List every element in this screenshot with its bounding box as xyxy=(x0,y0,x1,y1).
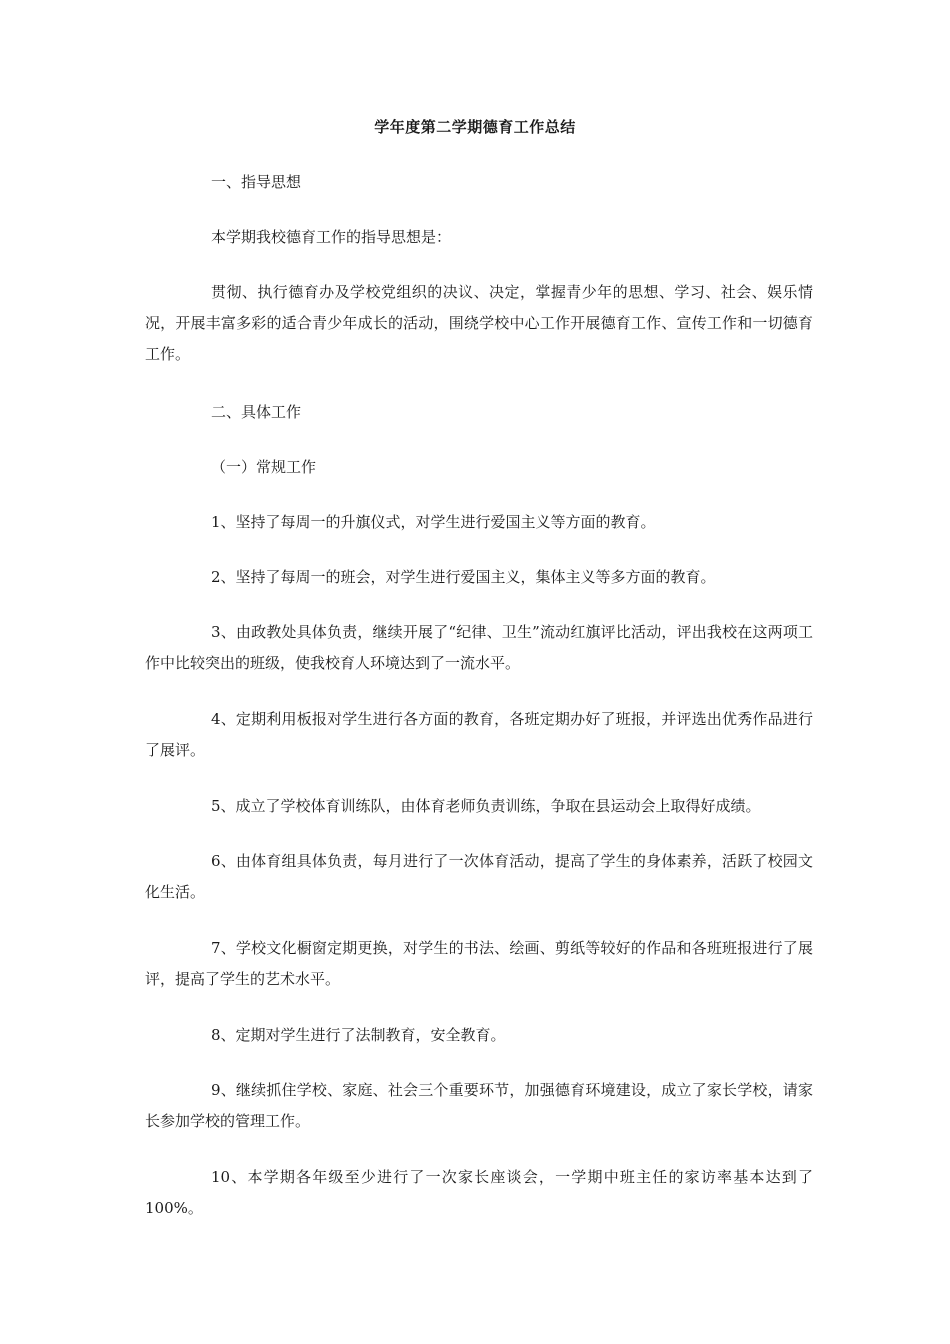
list-item-9: 9、继续抓住学校、家庭、社会三个重要环节，加强德育环境建设，成立了家长学校，请家长参加学校的管理工作。 xyxy=(145,1081,813,1130)
paragraph-guiding-content: 贯彻、执行德育办及学校党组织的决议、决定，掌握青少年的思想、学习、社会、娱乐情况，开展丰富多彩的适合青少年成长的活动，围绕学校中心工作开展德育工作、宣传工作和一切德育工作。 xyxy=(145,283,813,363)
heading-guiding-ideology: 一、指导思想 xyxy=(211,173,302,191)
heading-specific-work: 二、具体工作 xyxy=(211,403,302,421)
list-item-4: 4、定期利用板报对学生进行各方面的教育，各班定期办好了班报，并评选出优秀作品进行了展评。 xyxy=(145,710,813,759)
list-item-5: 5、成立了学校体育训练队，由体育老师负责训练，争取在县运动会上取得好成绩。 xyxy=(211,797,761,815)
list-item-6: 6、由体育组具体负责，每月进行了一次体育活动，提高了学生的身体素养，活跃了校园文化生活。 xyxy=(145,852,813,901)
document-title: 学年度第二学期德育工作总结 xyxy=(374,118,576,136)
list-item-1: 1、坚持了每周一的升旗仪式，对学生进行爱国主义等方面的教育。 xyxy=(211,513,656,531)
list-item-8: 8、定期对学生进行了法制教育，安全教育。 xyxy=(211,1026,506,1044)
list-item-7: 7、学校文化橱窗定期更换，对学生的书法、绘画、剪纸等较好的作品和各班班报进行了展评，提高了学生的艺术水平。 xyxy=(145,939,813,988)
list-item-3: 3、由政教处具体负责，继续开展了“纪律、卫生”流动红旗评比活动，评出我校在这两项工作中比较突出的班级，使我校育人环境达到了一流水平。 xyxy=(145,623,813,672)
list-item-2: 2、坚持了每周一的班会，对学生进行爱国主义，集体主义等多方面的教育。 xyxy=(211,568,716,586)
subheading-routine-work: （一）常规工作 xyxy=(211,458,317,476)
paragraph-intro: 本学期我校德育工作的指导思想是： xyxy=(211,228,452,246)
list-item-10: 10、本学期各年级至少进行了一次家长座谈会，一学期中班主任的家访率基本达到了100%。 xyxy=(145,1168,813,1217)
